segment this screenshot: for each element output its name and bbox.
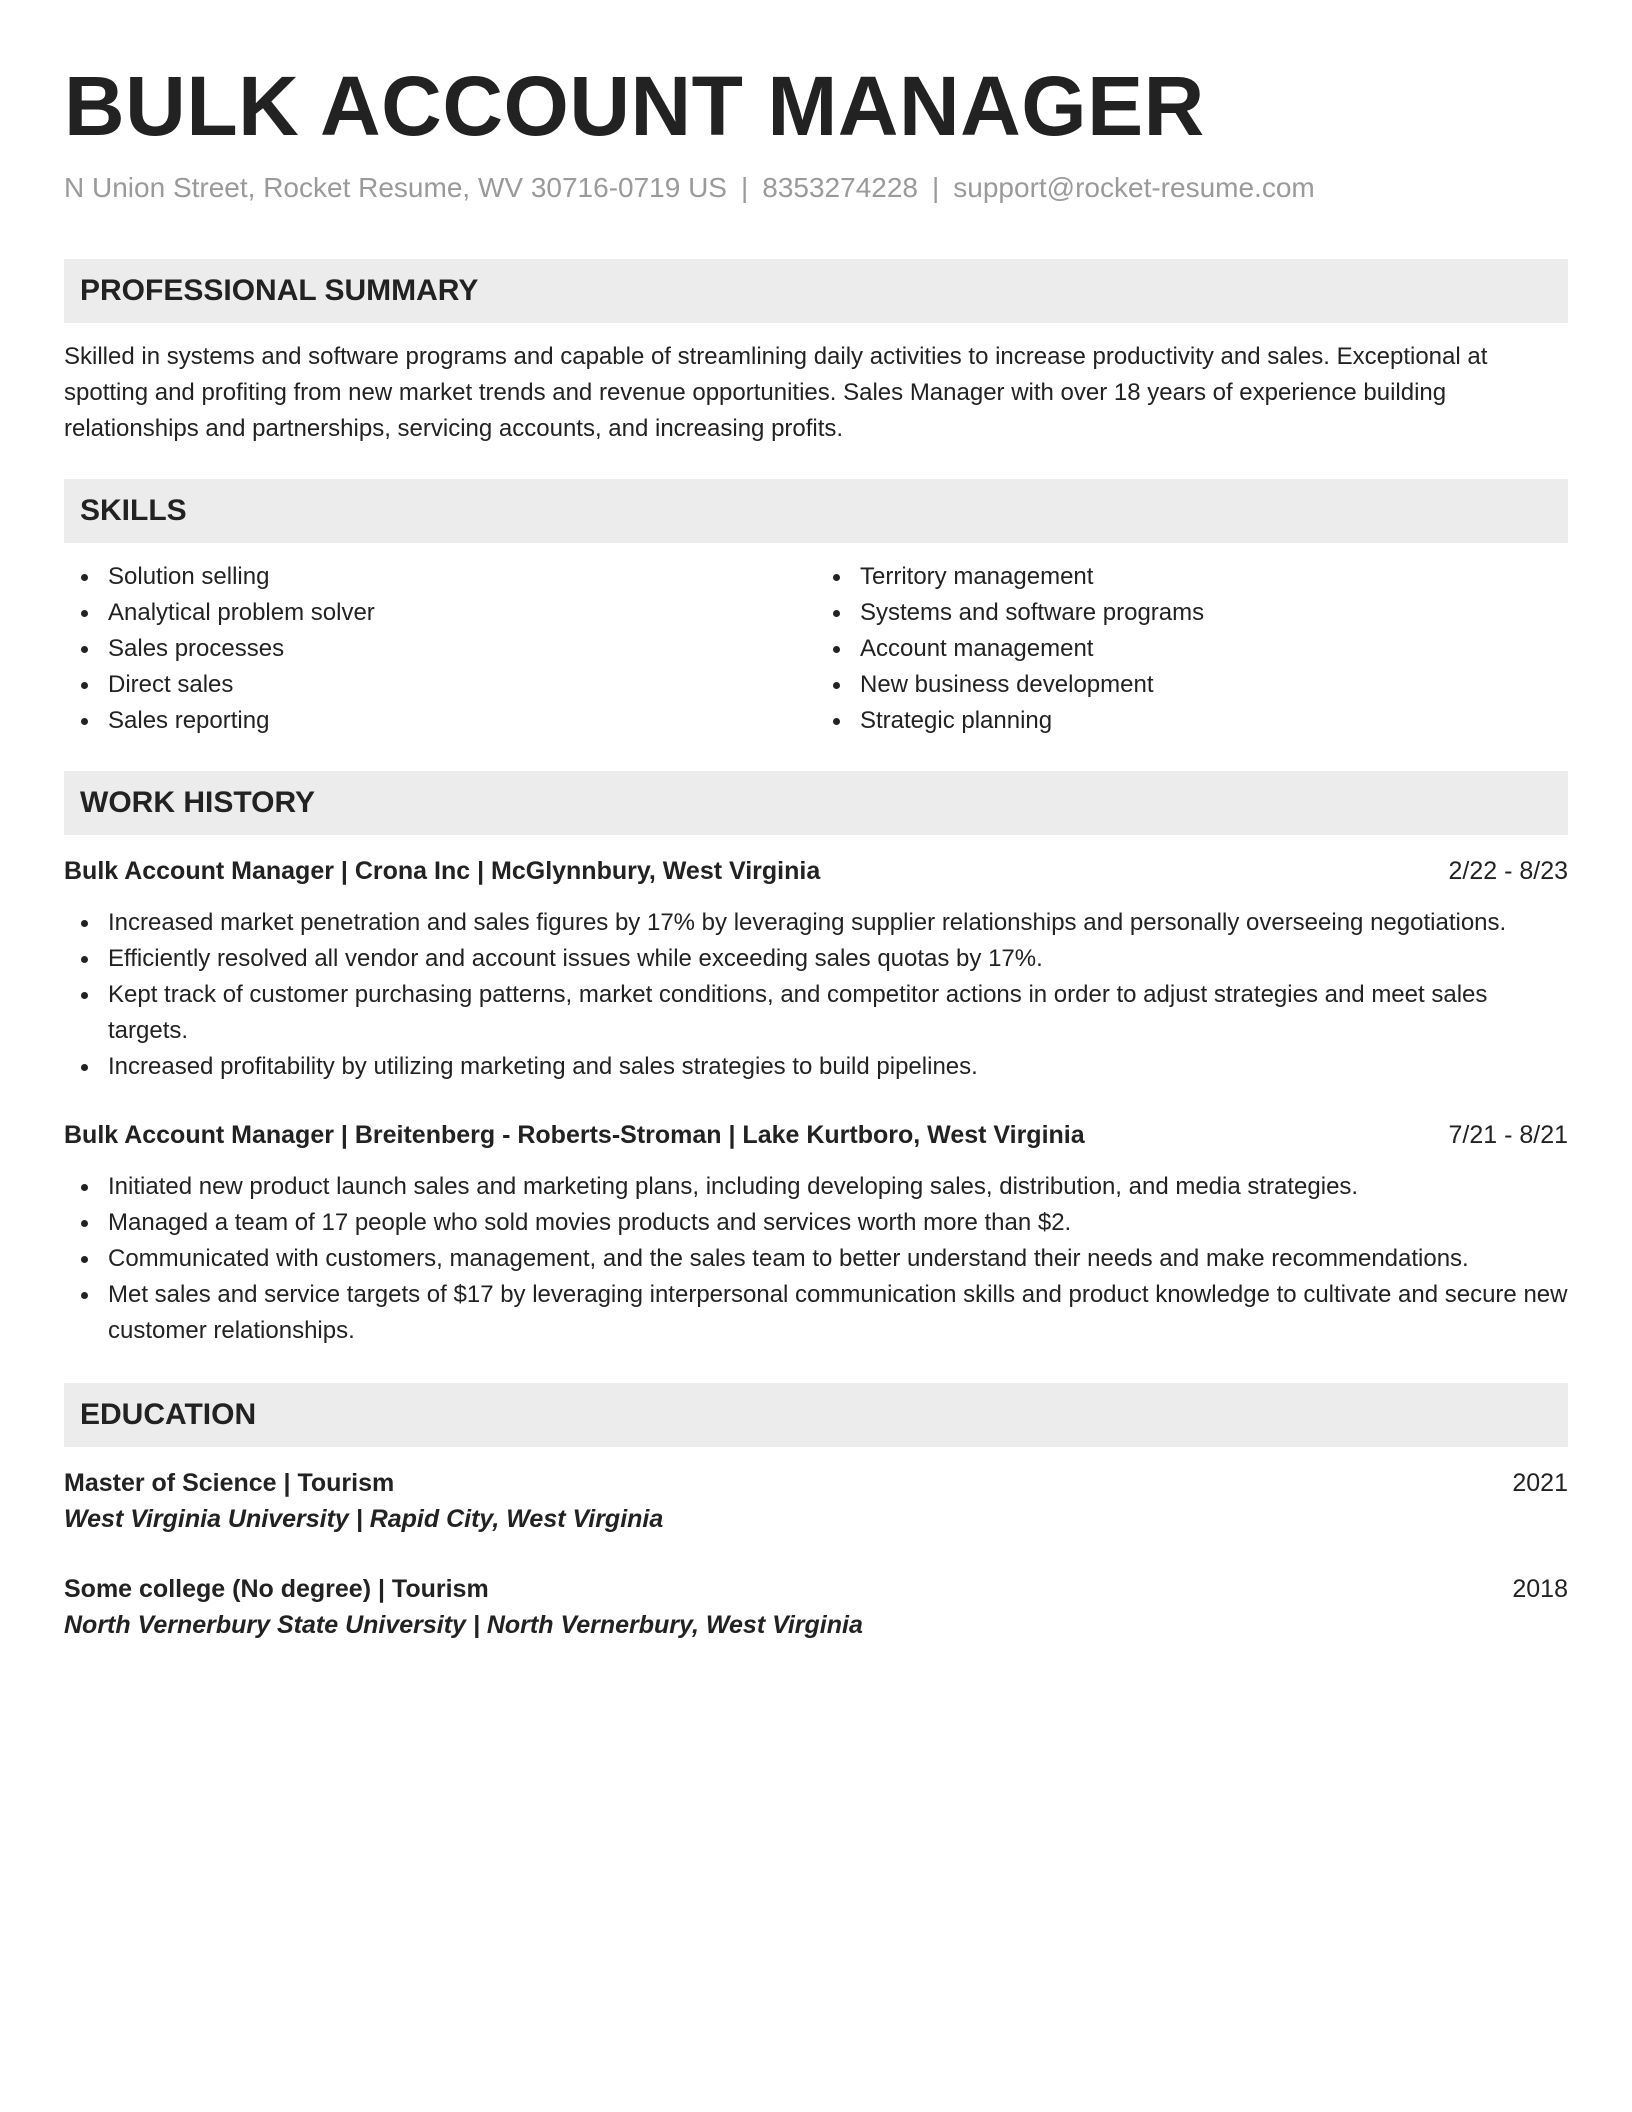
job-bullet: Initiated new product launch sales and marketing plans, including developing sales, distribution, and media strategies. — [108, 1169, 1568, 1205]
job-bullet: Kept track of customer purchasing patterns, market conditions, and competitor actions in order to adjust strategies and meet sales targets. — [108, 977, 1568, 1049]
job-bullet: Communicated with customers, management, and the sales team to better understand their needs and make recommendations. — [108, 1241, 1568, 1277]
skills-heading: SKILLS — [64, 479, 1568, 543]
job-bullet: Increased market penetration and sales figures by 17% by leveraging supplier relationships and personally overseeing negotiations. — [108, 905, 1568, 941]
job-bullets — [64, 1169, 1568, 1349]
work-history-heading: WORK HISTORY — [64, 771, 1568, 835]
contact-address: N Union Street, Rocket Resume, WV 30716-0719 US — [64, 172, 727, 203]
job-bullet: Met sales and service targets of $17 by leveraging interpersonal communication skills and product knowledge to cultivate and secure new customer relationships. — [108, 1277, 1568, 1349]
job-entry — [64, 853, 1568, 1085]
contact-line — [64, 170, 1568, 206]
education-entry — [64, 1465, 1568, 1537]
contact-separator: | — [932, 172, 940, 203]
education-header — [64, 1571, 1568, 1607]
job-dates: 2/22 - 8/23 — [1448, 857, 1568, 885]
skills-list — [64, 559, 1568, 739]
education-heading: EDUCATION — [64, 1383, 1568, 1447]
education-degree: Some college (No degree) | Tourism — [64, 1575, 489, 1603]
education-header — [64, 1465, 1568, 1501]
job-title: Bulk Account Manager | Breitenberg - Roberts-Stroman | Lake Kurtboro, West Virginia — [64, 1121, 1085, 1149]
job-header — [64, 1117, 1568, 1153]
skill-item: New business development — [860, 667, 1568, 703]
education-degree: Master of Science | Tourism — [64, 1469, 395, 1497]
contact-email: support@rocket-resume.com — [953, 172, 1315, 203]
education-entry — [64, 1571, 1568, 1643]
skill-item: Systems and software programs — [860, 595, 1568, 631]
skill-item: Sales processes — [108, 631, 816, 667]
summary-text: Skilled in systems and software programs and capable of streamlining daily activities to increase productivity and sales. Exceptional at spotting and profiting from new market trends and revenue opportunities. Sales Manager with over 18 years of experience building relationships and partnerships, servicing accounts, and increasing profits. — [64, 343, 1488, 442]
skill-item: Solution selling — [108, 559, 816, 595]
education-year: 2018 — [1512, 1575, 1568, 1603]
contact-separator: | — [740, 172, 749, 203]
job-bullet: Managed a team of 17 people who sold movies products and services worth more than $2. — [108, 1205, 1568, 1241]
education-year: 2021 — [1512, 1469, 1568, 1497]
contact-phone: 8353274228 — [762, 172, 918, 203]
job-title: Bulk Account Manager | Crona Inc | McGlynnbury, West Virginia — [64, 857, 821, 885]
summary-heading: PROFESSIONAL SUMMARY — [64, 259, 1568, 323]
skill-item: Territory management — [860, 559, 1568, 595]
candidate-name: BULK ACCOUNT MANAGER — [64, 59, 1205, 153]
job-entry — [64, 1117, 1568, 1349]
job-bullets — [64, 905, 1568, 1085]
skill-item: Sales reporting — [108, 703, 816, 739]
skill-item: Account management — [860, 631, 1568, 667]
skills-column-right — [816, 559, 1568, 739]
education-school: West Virginia University | Rapid City, West Virginia — [64, 1505, 664, 1533]
job-bullet: Increased profitability by utilizing marketing and sales strategies to build pipelines. — [108, 1049, 1568, 1085]
skills-column-left — [64, 559, 816, 739]
skill-item: Strategic planning — [860, 703, 1568, 739]
job-header — [64, 853, 1568, 889]
skill-item: Analytical problem solver — [108, 595, 816, 631]
job-bullet: Efficiently resolved all vendor and account issues while exceeding sales quotas by 17%. — [108, 941, 1568, 977]
skill-item: Direct sales — [108, 667, 816, 703]
job-dates: 7/21 - 8/21 — [1448, 1121, 1568, 1149]
education-school: North Vernerbury State University | North Vernerbury, West Virginia — [64, 1611, 863, 1639]
